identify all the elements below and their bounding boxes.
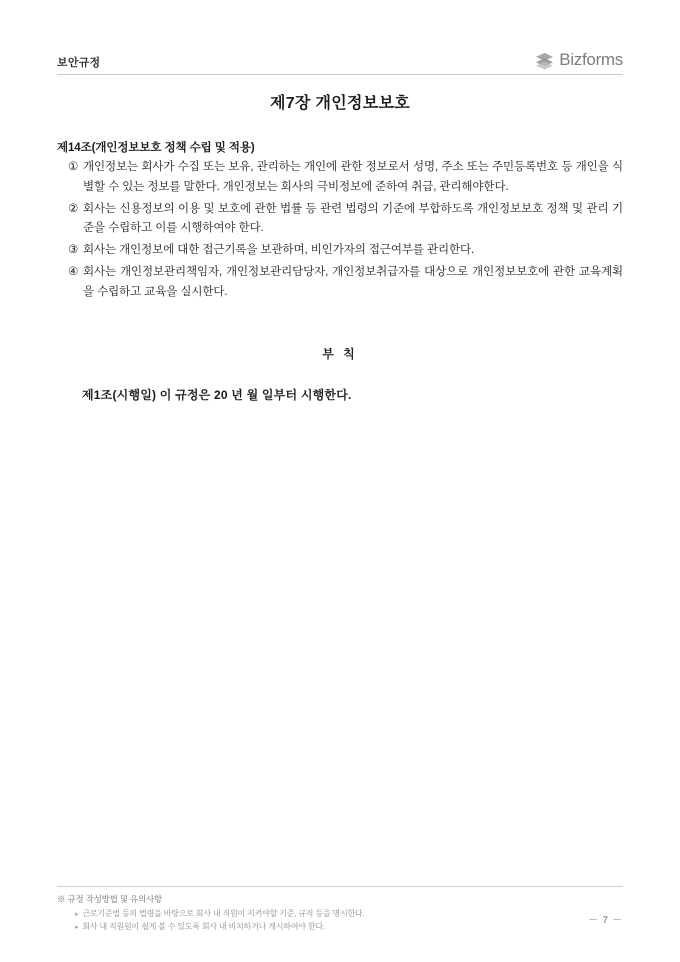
- triangle-bullet-icon: ▸: [75, 911, 79, 919]
- clause-number: ②: [68, 202, 79, 215]
- footer-divider: [57, 886, 623, 887]
- page-number: － 7 －: [588, 915, 623, 926]
- clause-item: [57, 200, 623, 240]
- clause-list: [57, 158, 623, 304]
- page-title: 제7장 개인정보보호: [270, 95, 410, 112]
- clause-item: [57, 263, 623, 303]
- footer-note: [75, 908, 623, 921]
- brand-logo: [535, 50, 623, 70]
- appendix-title: 부 칙: [322, 347, 358, 361]
- clause-number: ④: [68, 265, 79, 278]
- clause-item: [57, 158, 623, 198]
- brand-logo-text: Bizforms: [559, 50, 623, 69]
- clause-number: ①: [68, 161, 79, 173]
- page-header: [57, 44, 623, 75]
- clause-item: [57, 241, 623, 261]
- clause-text: 회사는 개인정보에 대한 접근기록을 보관하며, 비인가자의 접근여부를 관리한다.: [83, 244, 475, 257]
- footer-note-text: 회사 내 직원원이 쉽게 볼 수 있도록 회사 내 비치하거나 게시하여야 한다.: [82, 922, 325, 932]
- triangle-bullet-icon: ▸: [75, 924, 79, 932]
- footer-note-text: 근로기준법 등의 법령을 바탕으로 회사 내 직원이 지켜야할 기준, 규직 등을 명시한다.: [82, 909, 365, 919]
- header-document-title: 보안규정: [57, 57, 101, 69]
- article-heading: 제14조(개인정보보호 정책 수립 및 적용): [57, 142, 255, 154]
- page-footer: [57, 886, 623, 934]
- clause-text: 회사는 신용정보의 이용 및 보호에 관한 법률 등 관련 법령의 기준에 부합하도록 개인정보보호 정책 및 관리 기준을 수립하고 이를 시행하여야 한다.: [83, 202, 623, 235]
- clause-number: ③: [68, 244, 79, 257]
- footer-note: [75, 921, 623, 934]
- clause-text: 개인정보는 회사가 수집 또는 보유, 관리하는 개인에 관한 정보로서 성명, 주소 또는 주민등록번호 등 개인을 식별할 수 있는 정보를 말한다. 개인정보는 회사의 극비정보에 준하여 취급, 관리해야한다.: [83, 161, 623, 193]
- appendix-clause: 제1조(시행일) 이 규정은 20 년 월 일부터 시행한다.: [82, 388, 352, 402]
- clause-text: 회사는 개인정보관리책임자, 개인정보관리담당자, 개인정보취급자를 대상으로 개인정보보호에 관한 교육계획을 수립하고 교육을 실시한다.: [83, 265, 623, 298]
- footer-heading: ※ 규정 작성방법 및 유의사항: [57, 894, 163, 905]
- stacked-layers-icon: [535, 51, 554, 70]
